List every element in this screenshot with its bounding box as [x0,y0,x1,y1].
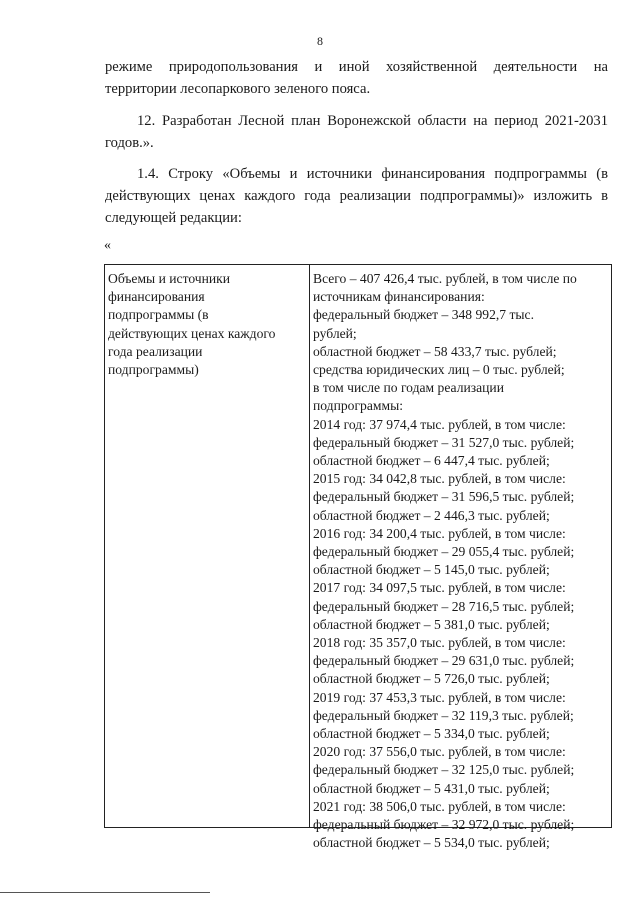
financing-table [104,264,612,851]
cell-line: областной бюджет – 5 334,0 тыс. рублей; [313,726,550,742]
opening-quote: « [104,238,111,253]
cell-line: 2021 год: 38 506,0 тыс. рублей, в том числе: [313,798,566,814]
cell-line: федеральный бюджет – 32 125,0 тыс. рублей; [313,762,575,778]
cell-line: федеральный бюджет – 31 527,0 тыс. рублей; [313,434,575,450]
text-line: 12. Разработан Лесной план Воронежской области на период 2021-2031 [137,113,608,129]
cell-line: рублей; [313,325,357,341]
table-cell-label [108,270,304,379]
cell-line: областной бюджет – 5 145,0 тыс. рублей; [313,562,550,578]
paragraph-forest-plan [105,110,608,154]
cell-line: средства юридических лиц – 0 тыс. рублей; [313,362,565,378]
cell-line: федеральный бюджет – 28 716,5 тыс. рублей; [313,598,575,614]
cell-line: федеральный бюджет – 31 596,5 тыс. рублей; [313,489,575,505]
cell-line: областной бюджет – 5 534,0 тыс. рублей; [313,835,550,851]
cell-line: областной бюджет – 6 447,4 тыс. рублей; [313,453,550,469]
cell-line: действующих ценах каждого [108,325,276,341]
cell-line: 2016 год: 34 200,4 тыс. рублей, в том числе: [313,525,566,541]
cell-line: областной бюджет – 5 726,0 тыс. рублей; [313,671,550,687]
text-line: годов.». [105,135,154,151]
text-line: 1.4. Строку «Объемы и источники финансирования подпрограммы (в [137,166,608,182]
cell-line: 2020 год: 37 556,0 тыс. рублей, в том числе: [313,744,566,760]
table-cell-values [313,270,611,853]
page-number: 8 [317,34,323,48]
text-line: режиме природопользования и иной хозяйственной деятельности на [105,59,608,75]
cell-line: года реализации [108,343,203,359]
text-line: территории лесопаркового зеленого пояса. [105,81,371,97]
cell-line: источникам финансирования: [313,289,485,305]
cell-line: федеральный бюджет – 29 631,0 тыс. рублей; [313,653,575,669]
text-line: действующих ценах каждого года реализации подпрограммы)» изложить в [105,188,608,204]
cell-line: федеральный бюджет – 29 055,4 тыс. рублей; [313,544,575,560]
cell-line: подпрограммы (в [108,307,209,323]
cell-line: подпрограммы) [108,362,199,378]
table-column-divider [309,265,310,827]
cell-line: 2019 год: 37 453,3 тыс. рублей, в том числе: [313,689,566,705]
cell-line: подпрограммы: [313,398,403,414]
cell-line: федеральный бюджет – 32 972,0 тыс. рублей; [313,817,575,833]
cell-line: 2015 год: 34 042,8 тыс. рублей, в том числе: [313,471,566,487]
cell-line: финансирования [108,289,205,305]
paragraph-continuation [105,56,608,100]
cell-line: областной бюджет – 5 431,0 тыс. рублей; [313,780,550,796]
text-line: следующей редакции: [105,210,242,226]
paragraph-amendment [105,163,608,229]
cell-line: 2018 год: 35 357,0 тыс. рублей, в том числе: [313,635,566,651]
cell-line: 2017 год: 34 097,5 тыс. рублей, в том числе: [313,580,566,596]
cell-line: областной бюджет – 5 381,0 тыс. рублей; [313,616,550,632]
cell-line: федеральный бюджет – 32 119,3 тыс. рублей; [313,707,574,723]
cell-line: в том числе по годам реализации [313,380,504,396]
cell-line: 2014 год: 37 974,4 тыс. рублей, в том числе: [313,416,566,432]
cell-line: областной бюджет – 2 446,3 тыс. рублей; [313,507,550,523]
cell-line: Объемы и источники [108,271,231,286]
cell-line: областной бюджет – 58 433,7 тыс. рублей; [313,343,557,359]
cell-line: федеральный бюджет – 348 992,7 тыс. [313,307,534,323]
cell-line: Всего – 407 426,4 тыс. рублей, в том числе по [313,271,577,286]
footer-rule [0,892,210,893]
